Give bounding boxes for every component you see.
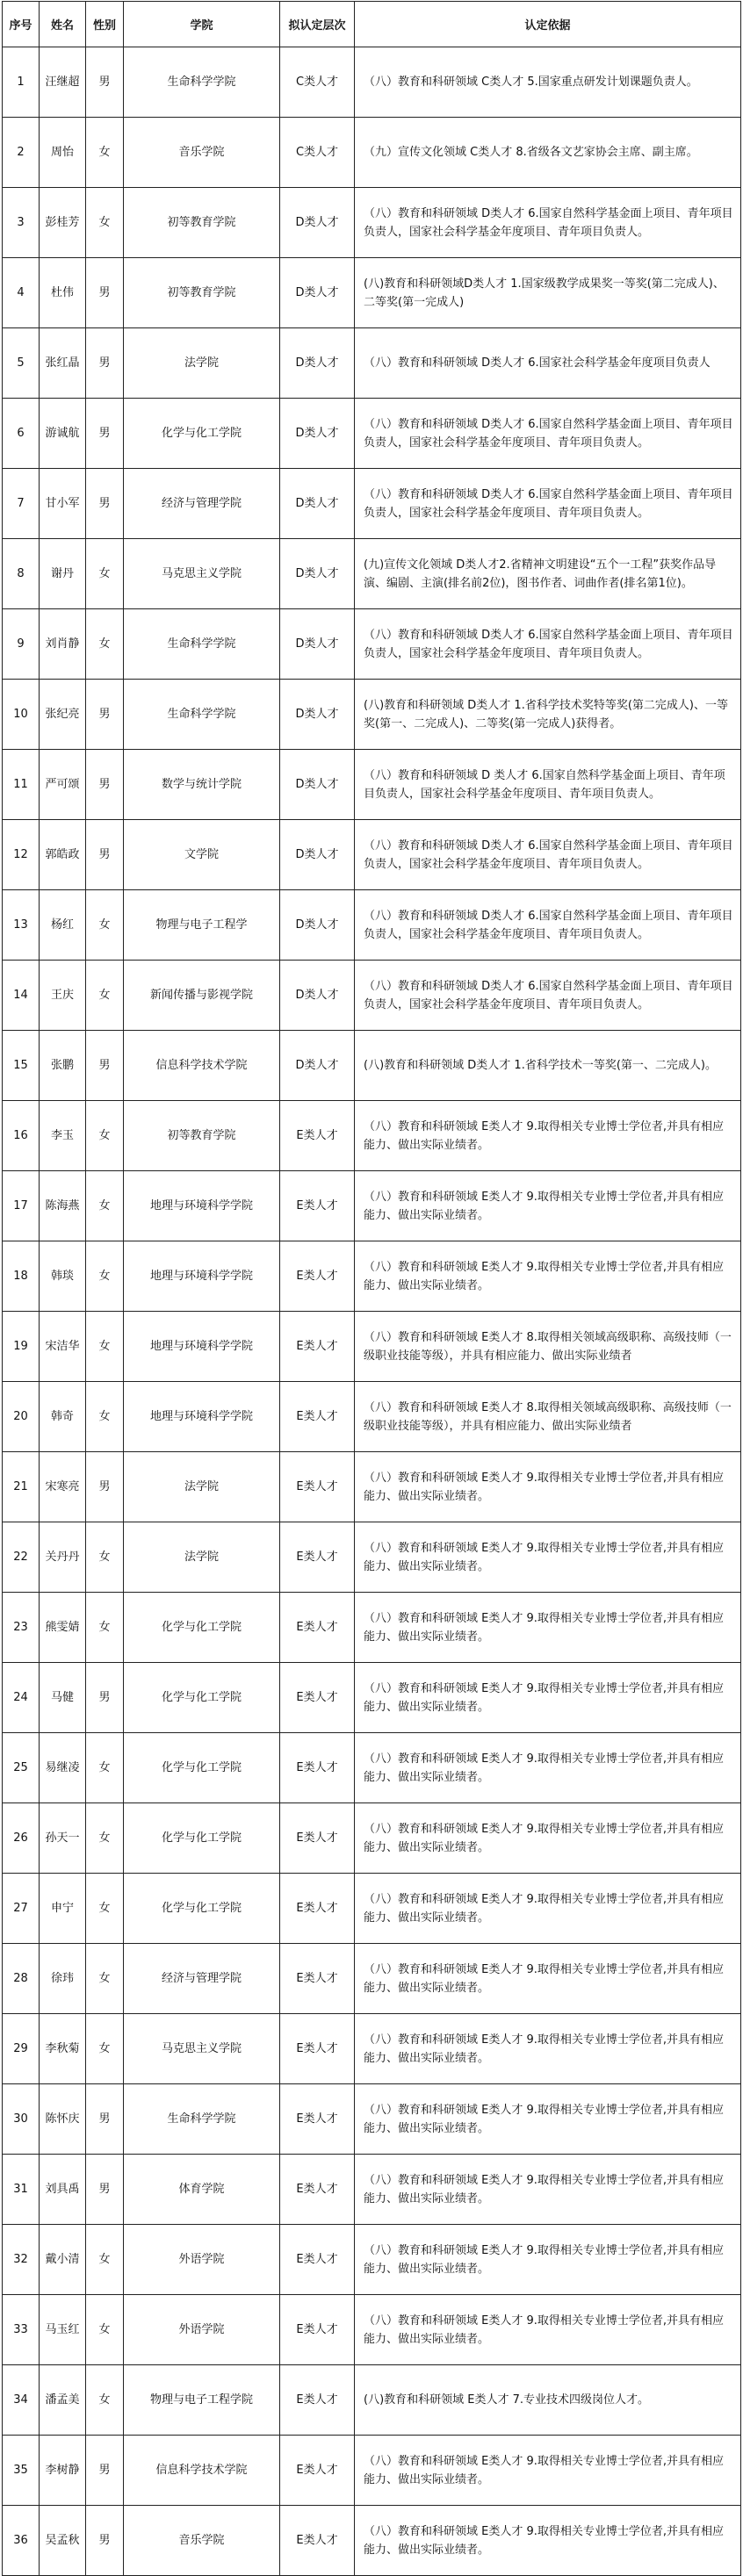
cell-gender: 女 <box>86 1382 124 1452</box>
table-row <box>3 469 741 539</box>
table-row <box>3 2436 741 2506</box>
cell-name: 李秋菊 <box>40 2014 86 2084</box>
cell-level: E类人才 <box>280 1241 355 1312</box>
cell-basis: （八）教育和科研领域 D类人才 6.国家自然科学基金面上项目、青年项目负责人，国家社会科学基金年度项目、青年项目负责人。 <box>355 188 741 258</box>
cell-no: 11 <box>3 750 40 820</box>
cell-department: 化学与化工学院 <box>124 1874 280 1944</box>
cell-level: E类人才 <box>280 1593 355 1663</box>
cell-name: 易继凌 <box>40 1733 86 1803</box>
cell-no: 32 <box>3 2225 40 2295</box>
cell-gender: 女 <box>86 1171 124 1241</box>
cell-basis: （八）教育和科研领域 E类人才 9.取得相关专业博士学位者,并具有相应能力、做出实际业绩者。 <box>355 1803 741 1874</box>
cell-department: 数学与统计学院 <box>124 750 280 820</box>
cell-gender: 男 <box>86 399 124 469</box>
cell-gender: 女 <box>86 2225 124 2295</box>
cell-department: 化学与化工学院 <box>124 1593 280 1663</box>
cell-department: 体育学院 <box>124 2155 280 2225</box>
cell-no: 35 <box>3 2436 40 2506</box>
cell-gender: 女 <box>86 1874 124 1944</box>
cell-level: E类人才 <box>280 2436 355 2506</box>
cell-name: 甘小军 <box>40 469 86 539</box>
table-row <box>3 1944 741 2014</box>
table-row <box>3 118 741 188</box>
header-no: 序号 <box>3 2 40 47</box>
cell-name: 刘具禹 <box>40 2155 86 2225</box>
cell-department: 生命科学学院 <box>124 609 280 680</box>
cell-department: 化学与化工学院 <box>124 1733 280 1803</box>
cell-department: 化学与化工学院 <box>124 1803 280 1874</box>
cell-basis: （九）宣传文化领域 C类人才 8.省级各文艺家协会主席、副主席。 <box>355 118 741 188</box>
cell-gender: 女 <box>86 1803 124 1874</box>
cell-basis: （八）教育和科研领域 E类人才 9.取得相关专业博士学位者,并具有相应能力、做出实际业绩者。 <box>355 1171 741 1241</box>
cell-no: 34 <box>3 2365 40 2436</box>
cell-no: 4 <box>3 258 40 328</box>
cell-level: D类人才 <box>280 539 355 609</box>
table-header <box>3 2 741 47</box>
cell-gender: 女 <box>86 2295 124 2365</box>
cell-level: E类人才 <box>280 2155 355 2225</box>
cell-department: 地理与环境科学学院 <box>124 1171 280 1241</box>
table-row <box>3 820 741 890</box>
cell-no: 23 <box>3 1593 40 1663</box>
cell-department: 法学院 <box>124 1522 280 1593</box>
cell-level: D类人才 <box>280 750 355 820</box>
cell-name: 关丹丹 <box>40 1522 86 1593</box>
cell-no: 33 <box>3 2295 40 2365</box>
table-row <box>3 609 741 680</box>
cell-no: 26 <box>3 1803 40 1874</box>
table-body <box>3 47 741 2576</box>
table-row <box>3 1522 741 1593</box>
cell-gender: 女 <box>86 1101 124 1171</box>
cell-level: D类人才 <box>280 680 355 750</box>
cell-no: 8 <box>3 539 40 609</box>
cell-name: 马健 <box>40 1663 86 1733</box>
cell-no: 1 <box>3 47 40 118</box>
cell-basis: （八）教育和科研领域 D类人才 6.国家自然科学基金面上项目、青年项目负责人，国家社会科学基金年度项目、青年项目负责人。 <box>355 609 741 680</box>
cell-level: E类人才 <box>280 1803 355 1874</box>
table-row <box>3 1312 741 1382</box>
cell-level: E类人才 <box>280 2084 355 2155</box>
table-row <box>3 539 741 609</box>
cell-basis: (八)教育和科研领域 E类人才 7.专业技术四级岗位人才。 <box>355 2365 741 2436</box>
cell-department: 初等教育学院 <box>124 258 280 328</box>
cell-gender: 男 <box>86 2506 124 2576</box>
cell-no: 10 <box>3 680 40 750</box>
cell-department: 化学与化工学院 <box>124 1663 280 1733</box>
cell-basis: （八）教育和科研领域 E类人才 9.取得相关专业博士学位者,并具有相应能力、做出实际业绩者。 <box>355 1874 741 1944</box>
cell-no: 16 <box>3 1101 40 1171</box>
cell-level: D类人才 <box>280 609 355 680</box>
cell-gender: 女 <box>86 961 124 1031</box>
cell-name: 孙天一 <box>40 1803 86 1874</box>
cell-department: 马克思主义学院 <box>124 2014 280 2084</box>
cell-department: 地理与环境科学学院 <box>124 1382 280 1452</box>
table-row <box>3 1031 741 1101</box>
cell-no: 7 <box>3 469 40 539</box>
cell-department: 初等教育学院 <box>124 1101 280 1171</box>
cell-name: 宋洁华 <box>40 1312 86 1382</box>
cell-level: C类人才 <box>280 118 355 188</box>
cell-department: 生命科学学院 <box>124 680 280 750</box>
cell-name: 熊雯婧 <box>40 1593 86 1663</box>
table-row <box>3 2014 741 2084</box>
cell-level: E类人才 <box>280 2365 355 2436</box>
cell-basis: （八）教育和科研领域 D类人才 6.国家自然科学基金面上项目、青年项目负责人，国家社会科学基金年度项目、青年项目负责人。 <box>355 820 741 890</box>
cell-department: 法学院 <box>124 328 280 399</box>
cell-gender: 女 <box>86 1241 124 1312</box>
cell-basis: （八）教育和科研领域 D类人才 6.国家自然科学基金面上项目、青年项目负责人，国家社会科学基金年度项目、青年项目负责人。 <box>355 399 741 469</box>
cell-level: D类人才 <box>280 188 355 258</box>
cell-name: 游诚航 <box>40 399 86 469</box>
cell-basis: （八）教育和科研领域 E类人才 9.取得相关专业博士学位者,并具有相应能力、做出实际业绩者。 <box>355 1241 741 1312</box>
cell-name: 李玉 <box>40 1101 86 1171</box>
cell-no: 18 <box>3 1241 40 1312</box>
cell-basis: （八）教育和科研领域 E类人才 9.取得相关专业博士学位者,并具有相应能力、做出实际业绩者。 <box>355 1522 741 1593</box>
cell-name: 李树静 <box>40 2436 86 2506</box>
cell-level: E类人才 <box>280 1312 355 1382</box>
cell-department: 物理与电子工程学院 <box>124 2365 280 2436</box>
cell-no: 9 <box>3 609 40 680</box>
cell-no: 3 <box>3 188 40 258</box>
cell-department: 文学院 <box>124 820 280 890</box>
cell-no: 12 <box>3 820 40 890</box>
cell-gender: 男 <box>86 47 124 118</box>
table-row <box>3 1382 741 1452</box>
cell-gender: 男 <box>86 750 124 820</box>
cell-name: 张纪亮 <box>40 680 86 750</box>
cell-basis: （八）教育和科研领域 E类人才 9.取得相关专业博士学位者,并具有相应能力、做出实际业绩者。 <box>355 2155 741 2225</box>
cell-no: 30 <box>3 2084 40 2155</box>
cell-level: D类人才 <box>280 258 355 328</box>
cell-name: 徐玮 <box>40 1944 86 2014</box>
cell-department: 初等教育学院 <box>124 188 280 258</box>
cell-basis: （八）教育和科研领域 E类人才 9.取得相关专业博士学位者,并具有相应能力、做出实际业绩者。 <box>355 1663 741 1733</box>
cell-basis: （八）教育和科研领域 E类人才 9.取得相关专业博士学位者,并具有相应能力、做出实际业绩者。 <box>355 2295 741 2365</box>
cell-gender: 女 <box>86 1733 124 1803</box>
cell-department: 信息科学技术学院 <box>124 2436 280 2506</box>
cell-name: 周怡 <box>40 118 86 188</box>
cell-department: 新闻传播与影视学院 <box>124 961 280 1031</box>
cell-no: 20 <box>3 1382 40 1452</box>
cell-no: 14 <box>3 961 40 1031</box>
table-row <box>3 258 741 328</box>
cell-department: 生命科学学院 <box>124 47 280 118</box>
header-level: 拟认定层次 <box>280 2 355 47</box>
table-row <box>3 1593 741 1663</box>
cell-basis: （八）教育和科研领域 E类人才 9.取得相关专业博士学位者,并具有相应能力、做出实际业绩者。 <box>355 2014 741 2084</box>
cell-gender: 男 <box>86 1031 124 1101</box>
cell-no: 22 <box>3 1522 40 1593</box>
cell-no: 5 <box>3 328 40 399</box>
cell-basis: （八）教育和科研领域 E类人才 9.取得相关专业博士学位者,并具有相应能力、做出实际业绩者。 <box>355 2225 741 2295</box>
cell-no: 19 <box>3 1312 40 1382</box>
cell-basis: （八）教育和科研领域 D 类人才 6.国家自然科学基金面上项目、青年项目负责人，国家社会科学基金年度项目、青年项目负责人。 <box>355 750 741 820</box>
table-row <box>3 399 741 469</box>
cell-basis: （八）教育和科研领域 D类人才 6.国家社会科学基金年度项目负责人 <box>355 328 741 399</box>
cell-level: E类人才 <box>280 2295 355 2365</box>
cell-gender: 男 <box>86 680 124 750</box>
cell-basis: (八)教育和科研领域 D类人才 1.省科学技术奖特等奖(第二完成人)、一等奖(第一、二完成人)、二等奖(第一完成人)获得者。 <box>355 680 741 750</box>
cell-department: 经济与管理学院 <box>124 469 280 539</box>
talent-roster-table <box>2 1 741 2576</box>
table-row <box>3 1874 741 1944</box>
cell-department: 化学与化工学院 <box>124 399 280 469</box>
cell-gender: 女 <box>86 1944 124 2014</box>
cell-level: E类人才 <box>280 1733 355 1803</box>
cell-basis: (九)宣传文化领域 D类人才2.省精神文明建设“五个一工程”获奖作品导演、编剧、主演(排名前2位)，图书作者、词曲作者(排名第1位)。 <box>355 539 741 609</box>
table-row <box>3 1241 741 1312</box>
table-row <box>3 680 741 750</box>
table-row <box>3 328 741 399</box>
table-row <box>3 1803 741 1874</box>
header-row <box>3 2 741 47</box>
cell-level: D类人才 <box>280 961 355 1031</box>
cell-gender: 男 <box>86 1452 124 1522</box>
table-row <box>3 1663 741 1733</box>
table-row <box>3 2155 741 2225</box>
table-row <box>3 2295 741 2365</box>
cell-no: 28 <box>3 1944 40 2014</box>
cell-department: 外语学院 <box>124 2295 280 2365</box>
cell-department: 地理与环境科学学院 <box>124 1241 280 1312</box>
cell-no: 15 <box>3 1031 40 1101</box>
cell-level: E类人才 <box>280 1452 355 1522</box>
cell-basis: （八）教育和科研领域 E类人才 9.取得相关专业博士学位者,并具有相应能力、做出实际业绩者。 <box>355 1733 741 1803</box>
cell-basis: （八）教育和科研领域 E类人才 9.取得相关专业博士学位者,并具有相应能力、做出实际业绩者。 <box>355 2506 741 2576</box>
cell-level: E类人才 <box>280 1171 355 1241</box>
cell-name: 王庆 <box>40 961 86 1031</box>
cell-gender: 男 <box>86 328 124 399</box>
table-row <box>3 2506 741 2576</box>
cell-level: E类人才 <box>280 1663 355 1733</box>
cell-gender: 女 <box>86 890 124 961</box>
cell-gender: 男 <box>86 820 124 890</box>
cell-level: E类人才 <box>280 2225 355 2295</box>
cell-no: 31 <box>3 2155 40 2225</box>
cell-basis: （八）教育和科研领域 E类人才 9.取得相关专业博士学位者,并具有相应能力、做出实际业绩者。 <box>355 1452 741 1522</box>
cell-basis: （八）教育和科研领域 E类人才 8.取得相关领域高级职称、高级技师（一级职业技能等级），并具有相应能力、做出实际业绩者 <box>355 1312 741 1382</box>
cell-name: 陈怀庆 <box>40 2084 86 2155</box>
table-row <box>3 2365 741 2436</box>
cell-name: 郭皓政 <box>40 820 86 890</box>
header-gender: 性别 <box>86 2 124 47</box>
cell-gender: 男 <box>86 2084 124 2155</box>
cell-gender: 男 <box>86 469 124 539</box>
cell-department: 地理与环境科学学院 <box>124 1312 280 1382</box>
cell-name: 戴小清 <box>40 2225 86 2295</box>
cell-gender: 女 <box>86 118 124 188</box>
table-row <box>3 961 741 1031</box>
table-row <box>3 2084 741 2155</box>
cell-department: 音乐学院 <box>124 2506 280 2576</box>
cell-no: 13 <box>3 890 40 961</box>
cell-level: C类人才 <box>280 47 355 118</box>
header-basis: 认定依据 <box>355 2 741 47</box>
cell-level: E类人才 <box>280 2506 355 2576</box>
cell-level: D类人才 <box>280 1031 355 1101</box>
cell-no: 36 <box>3 2506 40 2576</box>
cell-name: 马玉红 <box>40 2295 86 2365</box>
cell-name: 潘孟美 <box>40 2365 86 2436</box>
cell-basis: （八）教育和科研领域 E类人才 9.取得相关专业博士学位者,并具有相应能力、做出实际业绩者。 <box>355 1593 741 1663</box>
cell-name: 彭桂芳 <box>40 188 86 258</box>
cell-basis: （八）教育和科研领域 E类人才 9.取得相关专业博士学位者,并具有相应能力、做出实际业绩者。 <box>355 2084 741 2155</box>
cell-basis: （八）教育和科研领域 E类人才 9.取得相关专业博士学位者,并具有相应能力、做出实际业绩者。 <box>355 2436 741 2506</box>
table-row <box>3 890 741 961</box>
cell-gender: 女 <box>86 1593 124 1663</box>
cell-basis: (八)教育和科研领域D类人才 1.国家级教学成果奖一等奖(第二完成人)、二等奖(第一完成人) <box>355 258 741 328</box>
cell-name: 杜伟 <box>40 258 86 328</box>
cell-name: 陈海燕 <box>40 1171 86 1241</box>
table-row <box>3 750 741 820</box>
cell-name: 谢丹 <box>40 539 86 609</box>
cell-name: 张红晶 <box>40 328 86 399</box>
table-row <box>3 1101 741 1171</box>
cell-basis: （八）教育和科研领域 E类人才 8.取得相关领域高级职称、高级技师（一级职业技能等级），并具有相应能力、做出实际业绩者 <box>355 1382 741 1452</box>
cell-name: 张鹏 <box>40 1031 86 1101</box>
cell-basis: （八）教育和科研领域 D类人才 6.国家自然科学基金面上项目、青年项目负责人，国家社会科学基金年度项目、青年项目负责人。 <box>355 469 741 539</box>
cell-no: 24 <box>3 1663 40 1733</box>
cell-basis: （八）教育和科研领域 E类人才 9.取得相关专业博士学位者,并具有相应能力、做出实际业绩者。 <box>355 1101 741 1171</box>
cell-no: 17 <box>3 1171 40 1241</box>
cell-level: E类人才 <box>280 1944 355 2014</box>
cell-department: 音乐学院 <box>124 118 280 188</box>
cell-basis: （八）教育和科研领域 D类人才 6.国家自然科学基金面上项目、青年项目负责人，国家社会科学基金年度项目、青年项目负责人。 <box>355 890 741 961</box>
cell-level: D类人才 <box>280 328 355 399</box>
cell-gender: 男 <box>86 1663 124 1733</box>
cell-name: 申宁 <box>40 1874 86 1944</box>
header-name: 姓名 <box>40 2 86 47</box>
cell-no: 27 <box>3 1874 40 1944</box>
header-department: 学院 <box>124 2 280 47</box>
cell-level: E类人才 <box>280 1874 355 1944</box>
cell-department: 生命科学学院 <box>124 2084 280 2155</box>
cell-gender: 女 <box>86 609 124 680</box>
cell-gender: 男 <box>86 258 124 328</box>
cell-gender: 女 <box>86 2365 124 2436</box>
cell-basis: （八）教育和科研领域 E类人才 9.取得相关专业博士学位者,并具有相应能力、做出实际业绩者。 <box>355 1944 741 2014</box>
cell-no: 25 <box>3 1733 40 1803</box>
cell-basis: (八)教育和科研领域 D类人才 1.省科学技术一等奖(第一、二完成人)。 <box>355 1031 741 1101</box>
cell-basis: （八）教育和科研领域 C类人才 5.国家重点研发计划课题负责人。 <box>355 47 741 118</box>
cell-name: 汪继超 <box>40 47 86 118</box>
cell-gender: 女 <box>86 539 124 609</box>
cell-department: 马克思主义学院 <box>124 539 280 609</box>
cell-name: 宋寒亮 <box>40 1452 86 1522</box>
cell-no: 2 <box>3 118 40 188</box>
table-row <box>3 47 741 118</box>
cell-level: D类人才 <box>280 820 355 890</box>
cell-name: 吴孟秋 <box>40 2506 86 2576</box>
cell-no: 29 <box>3 2014 40 2084</box>
cell-level: D类人才 <box>280 399 355 469</box>
cell-department: 信息科学技术学院 <box>124 1031 280 1101</box>
cell-gender: 男 <box>86 2436 124 2506</box>
table-row <box>3 188 741 258</box>
cell-department: 法学院 <box>124 1452 280 1522</box>
cell-gender: 女 <box>86 1522 124 1593</box>
cell-level: E类人才 <box>280 1101 355 1171</box>
cell-no: 6 <box>3 399 40 469</box>
cell-gender: 女 <box>86 2014 124 2084</box>
cell-name: 韩琰 <box>40 1241 86 1312</box>
cell-gender: 男 <box>86 2155 124 2225</box>
cell-level: E类人才 <box>280 1522 355 1593</box>
cell-name: 韩奇 <box>40 1382 86 1452</box>
table-row <box>3 1733 741 1803</box>
cell-level: E类人才 <box>280 1382 355 1452</box>
cell-gender: 女 <box>86 1312 124 1382</box>
cell-no: 21 <box>3 1452 40 1522</box>
cell-level: E类人才 <box>280 2014 355 2084</box>
cell-department: 外语学院 <box>124 2225 280 2295</box>
table-row <box>3 2225 741 2295</box>
cell-level: D类人才 <box>280 890 355 961</box>
cell-department: 经济与管理学院 <box>124 1944 280 2014</box>
cell-basis: （八）教育和科研领域 D类人才 6.国家自然科学基金面上项目、青年项目负责人，国家社会科学基金年度项目、青年项目负责人。 <box>355 961 741 1031</box>
cell-name: 严可颂 <box>40 750 86 820</box>
cell-gender: 女 <box>86 188 124 258</box>
cell-name: 刘肖静 <box>40 609 86 680</box>
cell-name: 杨红 <box>40 890 86 961</box>
cell-department: 物理与电子工程学 <box>124 890 280 961</box>
cell-level: D类人才 <box>280 469 355 539</box>
table-row <box>3 1452 741 1522</box>
table-row <box>3 1171 741 1241</box>
